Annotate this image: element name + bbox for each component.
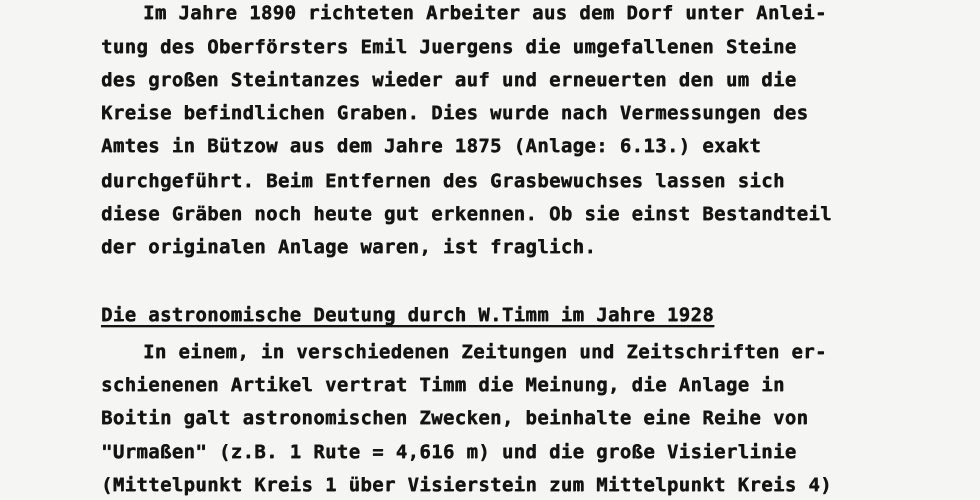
paragraph-1-line-7: diese Gräben noch heute gut erkennen. Ob sie einst Bestandteil — [101, 203, 832, 225]
paragraph-1-line-3: des großen Steintanzes wieder auf und erneuerten den um die — [101, 69, 797, 91]
paragraph-2-line-4: "Urmaßen" (z.B. 1 Rute = 4,616 m) und die große Visierlinie — [101, 441, 797, 463]
paragraph-1-line-5: Amtes in Bützow aus dem Jahre 1875 (Anlage: 6.13.) exakt — [101, 135, 762, 157]
paragraph-2-line-2: schienenen Artikel vertrat Timm die Meinung, die Anlage in — [101, 374, 785, 396]
paragraph-1-line-2: tung des Oberförsters Emil Juergens die umgefallenen Steine — [101, 36, 797, 58]
paragraph-2-line-5: (Mittelpunkt Kreis 1 über Visierstein zum Mittelpunkt Kreis 4) — [101, 474, 832, 496]
paragraph-2-line-3: Boitin galt astronomischen Zwecken, beinhalte eine Reihe von — [101, 407, 809, 429]
paragraph-1-line-8: der originalen Anlage waren, ist fraglich. — [101, 236, 597, 258]
section-heading: Die astronomische Deutung durch W.Timm im Jahre 1928 — [101, 304, 715, 326]
paragraph-1-line-6: durchgeführt. Beim Entfernen des Grasbewuchses lassen sich — [101, 170, 785, 192]
paragraph-1-line-1: Im Jahre 1890 richteten Arbeiter aus dem Dorf unter Anlei- — [143, 2, 827, 24]
paragraph-2-line-1: In einem, in verschiedenen Zeitungen und Zeitschriften er- — [143, 341, 827, 363]
paragraph-1-line-4: Kreise befindlichen Graben. Dies wurde nach Vermessungen des — [101, 102, 809, 124]
